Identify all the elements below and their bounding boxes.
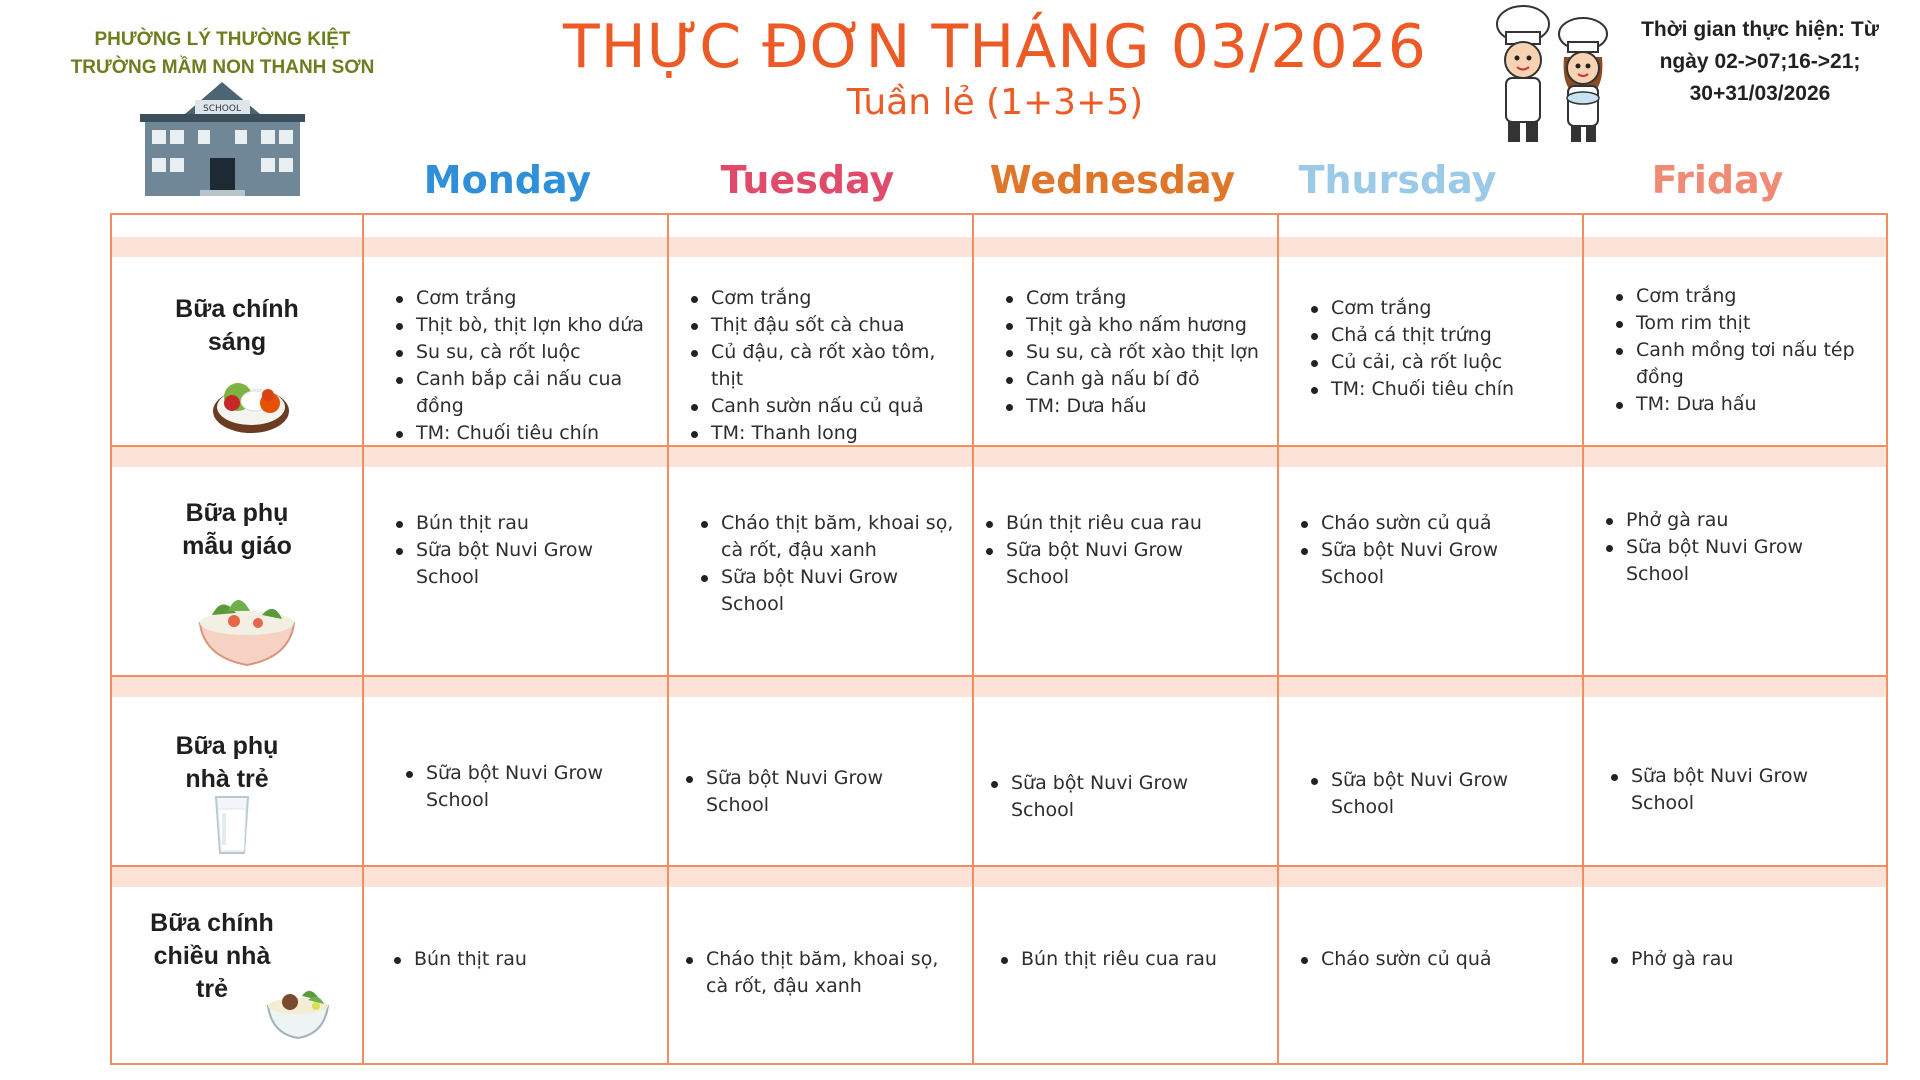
dish-item: Sữa bột Nuvi Grow School	[1602, 534, 1864, 588]
day-header-friday	[1565, 148, 1870, 212]
dish-item: TM: Dưa hấu	[1002, 393, 1274, 420]
column-divider	[667, 215, 669, 1063]
rice-plate-icon	[210, 367, 292, 437]
schedule-period-line: ngày 02->07;16->21;	[1659, 50, 1861, 73]
menu-cell	[402, 760, 652, 814]
dish-item: Tom rim thịt	[1612, 310, 1884, 337]
dish-item: Cháo sườn củ quả	[1297, 946, 1567, 973]
meal-label-line: Bữa chính	[150, 909, 274, 937]
school-name-block	[50, 26, 395, 82]
meal-label-line: Bữa chính	[175, 295, 299, 323]
porridge-bowl-icon	[192, 585, 302, 673]
day-label: Friday	[1651, 158, 1784, 202]
menu-cell	[1307, 295, 1579, 403]
menu-cell	[1602, 507, 1864, 588]
dish-item: Bún thịt riêu cua rau	[997, 946, 1267, 973]
dish-item: Sữa bột Nuvi Grow School	[402, 760, 652, 814]
dish-item: Củ cải, cà rốt luộc	[1307, 349, 1579, 376]
dish-item: Cơm trắng	[687, 285, 967, 312]
dish-item: Sữa bột Nuvi Grow School	[697, 564, 959, 618]
dish-item: Bún thịt riêu cua rau	[982, 510, 1252, 537]
row-band	[112, 867, 1886, 887]
dish-item: Thịt đậu sốt cà chua	[687, 312, 967, 339]
column-divider	[1277, 215, 1279, 1063]
meal-label-line: sáng	[207, 328, 267, 356]
meal-label-kindergarten-snack	[122, 497, 352, 563]
day-label: Thursday	[1298, 158, 1497, 202]
dish-item: Phở gà rau	[1602, 507, 1864, 534]
menu-cell	[390, 946, 650, 973]
meal-label-line: Bữa phụ	[185, 499, 289, 527]
meal-label-breakfast	[122, 293, 352, 359]
dish-item: Sữa bột Nuvi Grow School	[1307, 767, 1557, 821]
row-band	[112, 677, 1886, 697]
dish-item: Su su, cà rốt luộc	[392, 339, 664, 366]
column-divider	[972, 215, 974, 1063]
dish-item: Phở gà rau	[1607, 946, 1877, 973]
dish-item: Thịt bò, thịt lợn kho dứa	[392, 312, 664, 339]
row-divider	[112, 865, 1886, 867]
row-divider	[112, 445, 1886, 447]
dish-item: Canh bắp cải nấu cua đồng	[392, 366, 664, 420]
menu-cell	[987, 770, 1237, 824]
menu-cell	[682, 765, 932, 819]
dish-item: Sữa bột Nuvi Grow School	[1297, 537, 1559, 591]
meal-label-line: Bữa phụ	[175, 732, 279, 760]
day-header-wednesday	[960, 148, 1265, 212]
dish-item: Sữa bột Nuvi Grow School	[987, 770, 1237, 824]
menu-cell	[1297, 510, 1559, 591]
dish-item: Cháo sườn củ quả	[1297, 510, 1559, 537]
school-building-icon	[140, 78, 305, 198]
meal-label-line: trẻ	[196, 975, 228, 1003]
column-divider	[362, 215, 364, 1063]
schedule-period-line: 30+31/03/2026	[1689, 82, 1831, 105]
menu-cell	[1607, 946, 1877, 973]
chefs-illustration-icon	[1478, 2, 1628, 152]
dish-item: Sữa bột Nuvi Grow School	[392, 537, 652, 591]
menu-cell	[1297, 946, 1567, 973]
meal-label-line: nhà trẻ	[185, 765, 269, 793]
row-divider	[112, 675, 1886, 677]
menu-cell	[982, 510, 1252, 591]
school-sign: SCHOOL	[203, 104, 241, 114]
menu-cell	[697, 510, 959, 618]
dish-item: Củ đậu, cà rốt xào tôm, thịt	[687, 339, 967, 393]
menu-cell	[1307, 767, 1557, 821]
menu-cell	[392, 285, 664, 447]
day-header-thursday	[1245, 148, 1550, 212]
dish-item: Cơm trắng	[1307, 295, 1579, 322]
dish-item: Su su, cà rốt xào thịt lợn	[1002, 339, 1274, 366]
dish-item: Canh sườn nấu củ quả	[687, 393, 967, 420]
dish-item: Sữa bột Nuvi Grow School	[682, 765, 932, 819]
dish-item: Cháo thịt băm, khoai sọ, cà rốt, đậu xanh	[697, 510, 959, 564]
day-label: Tuesday	[720, 158, 895, 202]
dish-item: Sữa bột Nuvi Grow School	[982, 537, 1252, 591]
meal-label-line: chiều nhà	[153, 942, 271, 970]
dish-item: Thịt gà kho nấm hương	[1002, 312, 1274, 339]
dish-item: Sữa bột Nuvi Grow School	[1607, 763, 1857, 817]
meal-label-line: mẫu giáo	[182, 532, 292, 560]
day-header-monday	[355, 148, 660, 212]
column-divider	[1582, 215, 1584, 1063]
dish-item: TM: Chuối tiêu chín	[392, 420, 664, 447]
noodle-bowl-icon	[264, 980, 332, 1042]
dish-item: TM: Chuối tiêu chín	[1307, 376, 1579, 403]
page-title: THỰC ĐƠN THÁNG 03/2026	[563, 12, 1427, 82]
dish-item: Bún thịt rau	[390, 946, 650, 973]
day-label: Monday	[423, 158, 592, 202]
dish-item: Cơm trắng	[1612, 283, 1884, 310]
menu-cell	[1002, 285, 1274, 420]
schedule-period-line: Thời gian thực hiện: Từ	[1641, 18, 1879, 41]
dish-item: Bún thịt rau	[392, 510, 652, 537]
day-header-tuesday	[655, 148, 960, 212]
dish-item: TM: Dưa hấu	[1612, 391, 1884, 418]
menu-cell	[1612, 283, 1884, 418]
dish-item: Canh mồng tơi nấu tép đồng	[1612, 337, 1884, 391]
dish-item: TM: Thanh long	[687, 420, 967, 447]
dish-item: Cháo thịt băm, khoai sọ, cà rốt, đậu xanh	[682, 946, 944, 1000]
schedule-period	[1610, 14, 1910, 110]
menu-cell	[682, 946, 944, 1000]
dish-item: Canh gà nấu bí đỏ	[1002, 366, 1274, 393]
school-name: TRƯỜNG MẦM NON THANH SƠN	[70, 57, 375, 78]
day-label: Wednesday	[989, 158, 1236, 202]
menu-cell	[392, 510, 652, 591]
page-subtitle: Tuần lẻ (1+3+5)	[846, 82, 1144, 123]
milk-glass-icon	[212, 793, 252, 857]
menu-table	[110, 213, 1888, 1065]
meal-label-nursery-snack	[112, 730, 342, 796]
ward-name: PHƯỜNG LÝ THƯỜNG KIỆT	[94, 29, 351, 50]
menu-cell	[687, 285, 967, 447]
row-band	[112, 237, 1886, 257]
dish-item: Chả cá thịt trứng	[1307, 322, 1579, 349]
dish-item: Cơm trắng	[392, 285, 664, 312]
menu-cell	[997, 946, 1267, 973]
menu-cell	[1607, 763, 1857, 817]
dish-item: Cơm trắng	[1002, 285, 1274, 312]
row-band	[112, 447, 1886, 467]
